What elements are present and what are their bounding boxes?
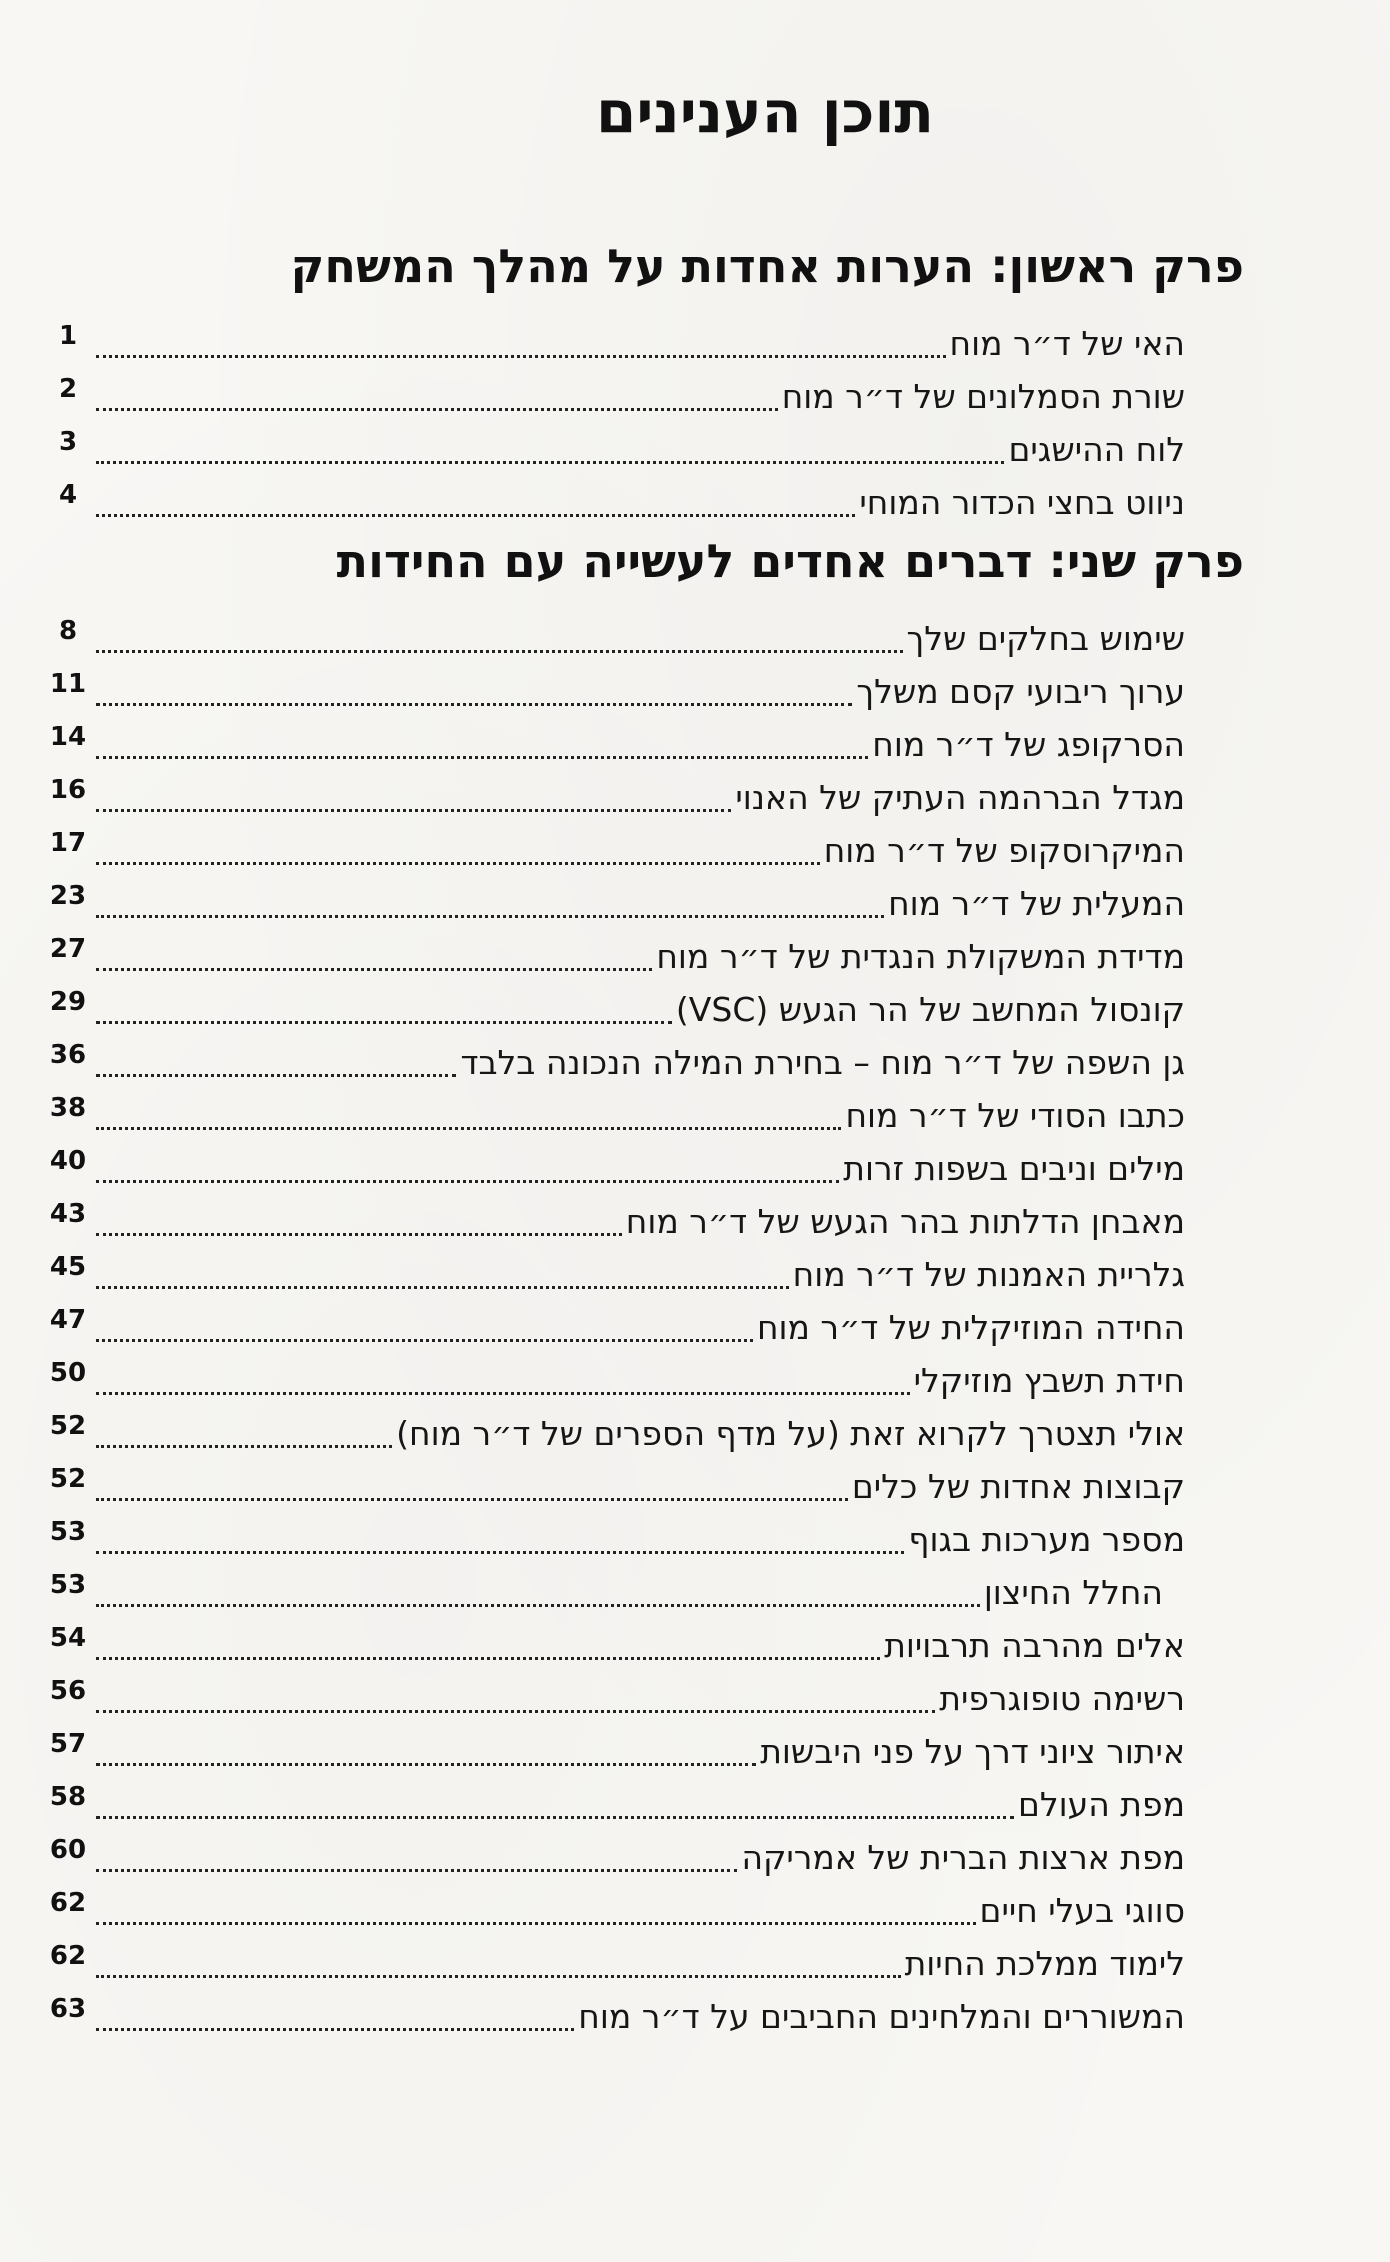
- toc-entry: [40, 608, 1185, 661]
- dot-leader: [96, 695, 852, 706]
- dot-leader: [96, 854, 820, 865]
- toc-entry-title: שימוש בחלקים שלך: [906, 619, 1185, 658]
- dot-leader: [96, 748, 868, 759]
- toc-entry-title: אלים מהרבה תרבויות: [884, 1626, 1185, 1665]
- toc-entry-title: מפת ארצות הברית של אמריקה: [741, 1838, 1185, 1877]
- dot-leader: [96, 400, 778, 411]
- toc-entry: [40, 767, 1185, 820]
- dot-leader: [96, 1649, 880, 1660]
- toc-entry: [40, 926, 1185, 979]
- toc-entry-page-number: 53: [49, 1570, 87, 1600]
- toc-entry: [40, 1350, 1185, 1403]
- toc-entry: [40, 472, 1185, 525]
- dot-leader: [96, 1967, 901, 1978]
- toc-entry: [40, 1986, 1185, 2039]
- toc-entry-title: הסרקופג של ד״ר מוח: [872, 725, 1185, 764]
- dot-leader: [96, 1278, 789, 1289]
- toc-entry-page-number: 50: [49, 1358, 87, 1388]
- toc-entry: [40, 1085, 1185, 1138]
- toc-entry-page-number: 36: [49, 1040, 87, 1070]
- toc-entry-title: לוח ההישגים: [1008, 430, 1185, 469]
- toc-entry: [40, 714, 1185, 767]
- toc-entry-page-number: 8: [58, 616, 78, 646]
- toc-entry-title: קונסול המחשב של הר הגעש (VSC): [675, 990, 1185, 1029]
- toc-entry-title: המעלית של ד״ר מוח: [888, 884, 1185, 923]
- dot-leader: [96, 1172, 839, 1183]
- toc-entry-page-number: 40: [49, 1146, 87, 1176]
- toc-entry-page-number: 27: [49, 934, 87, 964]
- toc-entry-title: איתור ציוני דרך על פני היבשות: [760, 1732, 1185, 1771]
- toc-entry-title: מדידת המשקולת הנגדית של ד״ר מוח: [656, 937, 1185, 976]
- chapter-2-heading: פרק שני: דברים אחדים לעשייה עם החידות: [336, 534, 1244, 588]
- toc-entry: [40, 1668, 1185, 1721]
- toc-entry-title: כתבו הסודי של ד״ר מוח: [845, 1096, 1185, 1135]
- toc-entry-page-number: 62: [49, 1941, 87, 1971]
- toc-entry: [40, 1032, 1185, 1085]
- toc-entry-title: רשימה טופוגרפית: [939, 1679, 1185, 1718]
- dot-leader: [96, 1596, 980, 1607]
- toc-entry-page-number: 2: [58, 374, 78, 404]
- toc-entry-page-number: 58: [49, 1782, 87, 1812]
- dot-leader: [96, 2020, 574, 2031]
- dot-leader: [96, 453, 1004, 464]
- toc-entry-page-number: 29: [49, 987, 87, 1017]
- toc-entry: [40, 1827, 1185, 1880]
- toc-entry: [40, 313, 1185, 366]
- toc-entry-title: מאבחן הדלתות בהר הגעש של ד״ר מוח: [625, 1202, 1185, 1241]
- toc-entry-title: סווגי בעלי חיים: [979, 1891, 1185, 1930]
- toc-entry: [40, 1456, 1185, 1509]
- toc-entry-page-number: 1: [58, 321, 78, 351]
- toc-entry-title: ניווט בחצי הכדור המוחי: [859, 483, 1185, 522]
- toc-entry-title: גלריית האמנות של ד״ר מוח: [792, 1255, 1185, 1294]
- toc-entry: [40, 419, 1185, 472]
- toc-entry-page-number: 57: [49, 1729, 87, 1759]
- toc-entry-page-number: 23: [49, 881, 87, 911]
- toc-entry-title: ערוך ריבועי קסם משלך: [856, 672, 1185, 711]
- toc-entry: [40, 366, 1185, 419]
- toc-entry-title: מפת העולם: [1017, 1785, 1185, 1824]
- dot-leader: [96, 1914, 976, 1925]
- toc-entry-page-number: 16: [49, 775, 87, 805]
- toc-entry: [40, 1880, 1185, 1933]
- toc-entry-title: גן השפה של ד״ר מוח – בחירת המילה הנכונה בלבד: [460, 1043, 1185, 1082]
- toc-entry-title: לימוד ממלכת החיות: [904, 1944, 1185, 1983]
- toc-entry: [40, 1403, 1185, 1456]
- toc-entry-title: חידת תשבץ מוזיקלי: [913, 1361, 1185, 1400]
- dot-leader: [96, 1013, 672, 1024]
- chapter-2-entries: [40, 608, 1185, 2039]
- dot-leader: [96, 1755, 756, 1766]
- toc-entry-page-number: 17: [49, 828, 87, 858]
- toc-entry-page-number: 4: [58, 480, 78, 510]
- toc-entry-title: החידה המוזיקלית של ד״ר מוח: [756, 1308, 1185, 1347]
- dot-leader: [96, 1861, 737, 1872]
- dot-leader: [96, 801, 731, 812]
- toc-entry: [40, 1562, 1185, 1615]
- toc-entry-page-number: 11: [49, 669, 87, 699]
- toc-entry: [40, 1933, 1185, 1986]
- toc-entry: [40, 661, 1185, 714]
- toc-entry-page-number: 54: [49, 1623, 87, 1653]
- toc-entry-page-number: 60: [49, 1835, 87, 1865]
- dot-leader: [96, 960, 652, 971]
- page-title: תוכן הענינים: [595, 78, 935, 146]
- toc-entry-page-number: 47: [49, 1305, 87, 1335]
- toc-entry-page-number: 14: [49, 722, 87, 752]
- dot-leader: [96, 1384, 910, 1395]
- toc-entry: [40, 873, 1185, 926]
- dot-leader: [96, 1490, 848, 1501]
- dot-leader: [96, 1808, 1014, 1819]
- toc-entry-page-number: 52: [49, 1464, 87, 1494]
- toc-entry-title: המיקרוסקופ של ד״ר מוח: [823, 831, 1185, 870]
- toc-entry-title: שורת הסמלונים של ד״ר מוח: [781, 377, 1185, 416]
- toc-entry-page-number: 56: [49, 1676, 87, 1706]
- dot-leader: [96, 1437, 392, 1448]
- toc-entry-page-number: 3: [58, 427, 78, 457]
- toc-entry: [40, 979, 1185, 1032]
- dot-leader: [96, 1331, 753, 1342]
- dot-leader: [96, 1543, 904, 1554]
- toc-entry-page-number: 43: [49, 1199, 87, 1229]
- toc-entry: [40, 1615, 1185, 1668]
- toc-entry: [40, 1244, 1185, 1297]
- dot-leader: [96, 1225, 622, 1236]
- toc-entry-page-number: 53: [49, 1517, 87, 1547]
- dot-leader: [96, 642, 903, 653]
- chapter-1-entries: [40, 313, 1185, 525]
- dot-leader: [96, 1702, 935, 1713]
- toc-entry: [40, 820, 1185, 873]
- toc-entry-title: המשוררים והמלחינים החביבים על ד״ר מוח: [578, 1997, 1185, 2036]
- toc-entry-title: מספר מערכות בגוף: [908, 1520, 1185, 1559]
- dot-leader: [96, 1119, 841, 1130]
- toc-entry-page-number: 38: [49, 1093, 87, 1123]
- toc-entry: [40, 1774, 1185, 1827]
- toc-entry-title: מילים וניבים בשפות זרות: [843, 1149, 1185, 1188]
- toc-entry-title: אולי תצטרך לקרוא זאת (על מדף הספרים של ד״ר מוח): [396, 1414, 1185, 1453]
- toc-entry-title: האי של ד״ר מוח: [949, 324, 1185, 363]
- toc-entry-page-number: 45: [49, 1252, 87, 1282]
- toc-entry: [40, 1509, 1185, 1562]
- toc-entry-page-number: 63: [49, 1994, 87, 2024]
- toc-entry-page-number: 52: [49, 1411, 87, 1441]
- dot-leader: [96, 907, 884, 918]
- toc-entry-title: קבוצות אחדות של כלים: [851, 1467, 1185, 1506]
- dot-leader: [96, 347, 946, 358]
- toc-entry: [40, 1191, 1185, 1244]
- toc-entry-title: החלל החיצון: [983, 1573, 1163, 1612]
- toc-entry-page-number: 62: [49, 1888, 87, 1918]
- chapter-1-heading: פרק ראשון: הערות אחדות על מהלך המשחק: [290, 239, 1244, 293]
- toc-entry: [40, 1297, 1185, 1350]
- toc-entry: [40, 1138, 1185, 1191]
- dot-leader: [96, 506, 855, 517]
- dot-leader: [96, 1066, 456, 1077]
- toc-entry: [40, 1721, 1185, 1774]
- toc-entry-title: מגדל הברהמה העתיק של האנוי: [735, 778, 1185, 817]
